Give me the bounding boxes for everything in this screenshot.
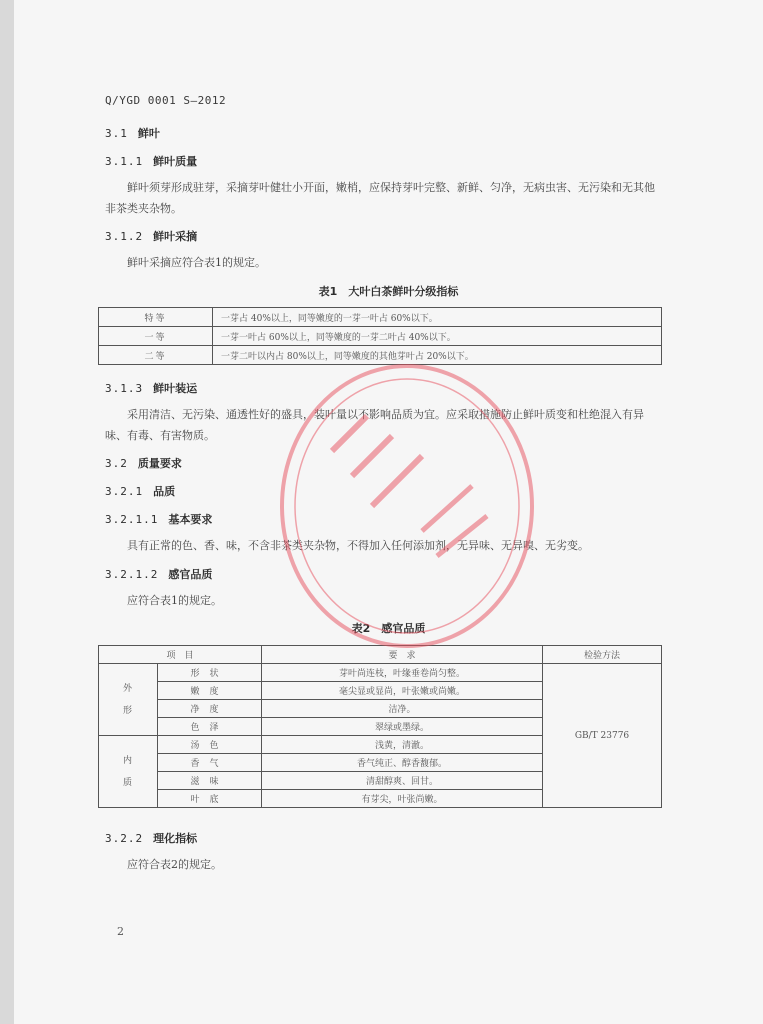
subitem-cell: 色泽 <box>158 718 262 736</box>
section-title: 质量要求 <box>137 457 182 470</box>
section-number: 3.2.1 <box>105 485 144 498</box>
section-title: 鲜叶采摘 <box>153 230 198 243</box>
subitem-cell: 汤色 <box>158 736 262 754</box>
section-3-2-1-heading <box>105 483 175 499</box>
section-3-2-2-heading <box>105 830 197 846</box>
spec-cell: 一芽占 40%以上，同等嫩度的一芽一叶占 60%以下。 <box>213 308 662 327</box>
table2-sensory-quality <box>98 645 662 808</box>
document-id: Q/YGD 0001 S—2012 <box>105 94 227 107</box>
section-title: 鲜叶 <box>137 127 160 140</box>
section-3-1-heading <box>105 125 160 141</box>
section-number: 3.2 <box>105 457 128 470</box>
section-3-1-3-heading <box>105 380 197 396</box>
grade-cell: 二等 <box>99 346 213 365</box>
subitem-cell: 嫩度 <box>158 682 262 700</box>
group-outer-cell <box>99 664 158 736</box>
method-cell: GB/T 23776 <box>543 664 662 808</box>
section-3-2-1-2-body: 应符合表1的规定。 <box>127 594 222 607</box>
section-title: 理化指标 <box>153 832 198 845</box>
table-row <box>99 346 662 365</box>
section-title: 基本要求 <box>168 513 213 526</box>
document-page <box>14 0 763 1024</box>
section-3-1-2-body: 鲜叶采摘应符合表1的规定。 <box>127 256 266 269</box>
section-number: 3.1 <box>105 127 128 140</box>
group-inner-label: 内质 <box>123 755 141 788</box>
group-outer-label: 外形 <box>123 683 141 716</box>
grade-cell: 特等 <box>99 308 213 327</box>
table1-fresh-leaf-grades <box>98 307 662 365</box>
spec-cell: 一芽二叶以内占 80%以上，同等嫩度的其他芽叶占 20%以下。 <box>213 346 662 365</box>
requirement-cell: 香气纯正、醇香馥郁。 <box>262 754 543 772</box>
table-row <box>99 327 662 346</box>
section-title: 鲜叶质量 <box>153 155 198 168</box>
section-3-1-3-body: 采用清洁、无污染、通透性好的盛具，装叶量以不影响品质为宜。应采取措施防止鲜叶质变和杜绝混入有异味、有毒、有害物质。 <box>105 408 644 442</box>
subitem-cell: 叶底 <box>158 790 262 808</box>
item-header: 项 目 <box>99 646 262 664</box>
requirement-header: 要 求 <box>262 646 543 664</box>
section-number: 3.2.1.1 <box>105 513 159 526</box>
section-title: 鲜叶装运 <box>153 382 198 395</box>
section-3-2-1-1-body: 具有正常的色、香、味，不含非茶类夹杂物，不得加入任何添加剂，无异味、无异嗅、无劣变。 <box>127 539 589 552</box>
subitem-cell: 滋味 <box>158 772 262 790</box>
table2-caption: 表2 感官品质 <box>351 622 426 635</box>
requirement-cell: 有芽尖，叶张尚嫩。 <box>262 790 543 808</box>
requirement-cell: 毫尖显或显尚，叶张嫩或尚嫩。 <box>262 682 543 700</box>
subitem-cell: 香气 <box>158 754 262 772</box>
page-number: 2 <box>117 925 124 938</box>
section-number: 3.2.2 <box>105 832 144 845</box>
grade-cell: 一等 <box>99 327 213 346</box>
table-row <box>99 308 662 327</box>
section-3-2-1-1-heading <box>105 511 212 527</box>
spec-cell: 一芽一叶占 60%以上，同等嫩度的一芽二叶占 40%以下。 <box>213 327 662 346</box>
requirement-cell: 清甜醇爽、回甘。 <box>262 772 543 790</box>
subitem-cell: 形状 <box>158 664 262 682</box>
section-number: 3.2.1.2 <box>105 568 159 581</box>
requirement-cell: 洁净。 <box>262 700 543 718</box>
section-3-1-1-heading <box>105 153 197 169</box>
requirement-cell: 浅黄，清澈。 <box>262 736 543 754</box>
group-inner-cell <box>99 736 158 808</box>
method-header: 检验方法 <box>543 646 662 664</box>
table1-caption: 表1 大叶白茶鲜叶分级指标 <box>318 285 459 298</box>
table-row <box>99 664 662 682</box>
section-number: 3.1.3 <box>105 382 144 395</box>
section-title: 感官品质 <box>168 568 213 581</box>
section-title: 品质 <box>153 485 176 498</box>
section-3-1-1-body: 鲜叶须芽形成驻芽，采摘芽叶健壮小开面，嫩梢，应保持芽叶完整、新鲜、匀净，无病虫害、无污染和无其他非茶类夹杂物。 <box>105 181 655 215</box>
section-number: 3.1.2 <box>105 230 144 243</box>
section-number: 3.1.1 <box>105 155 144 168</box>
subitem-cell: 净度 <box>158 700 262 718</box>
section-3-2-1-2-heading <box>105 566 212 582</box>
section-3-1-2-heading <box>105 228 197 244</box>
table-header-row <box>99 646 662 664</box>
section-3-2-2-body: 应符合表2的规定。 <box>127 858 222 871</box>
requirement-cell: 芽叶尚连枝，叶缘垂卷尚匀整。 <box>262 664 543 682</box>
section-3-2-heading <box>105 455 182 471</box>
requirement-cell: 翠绿或墨绿。 <box>262 718 543 736</box>
seal-stamp <box>272 356 542 656</box>
